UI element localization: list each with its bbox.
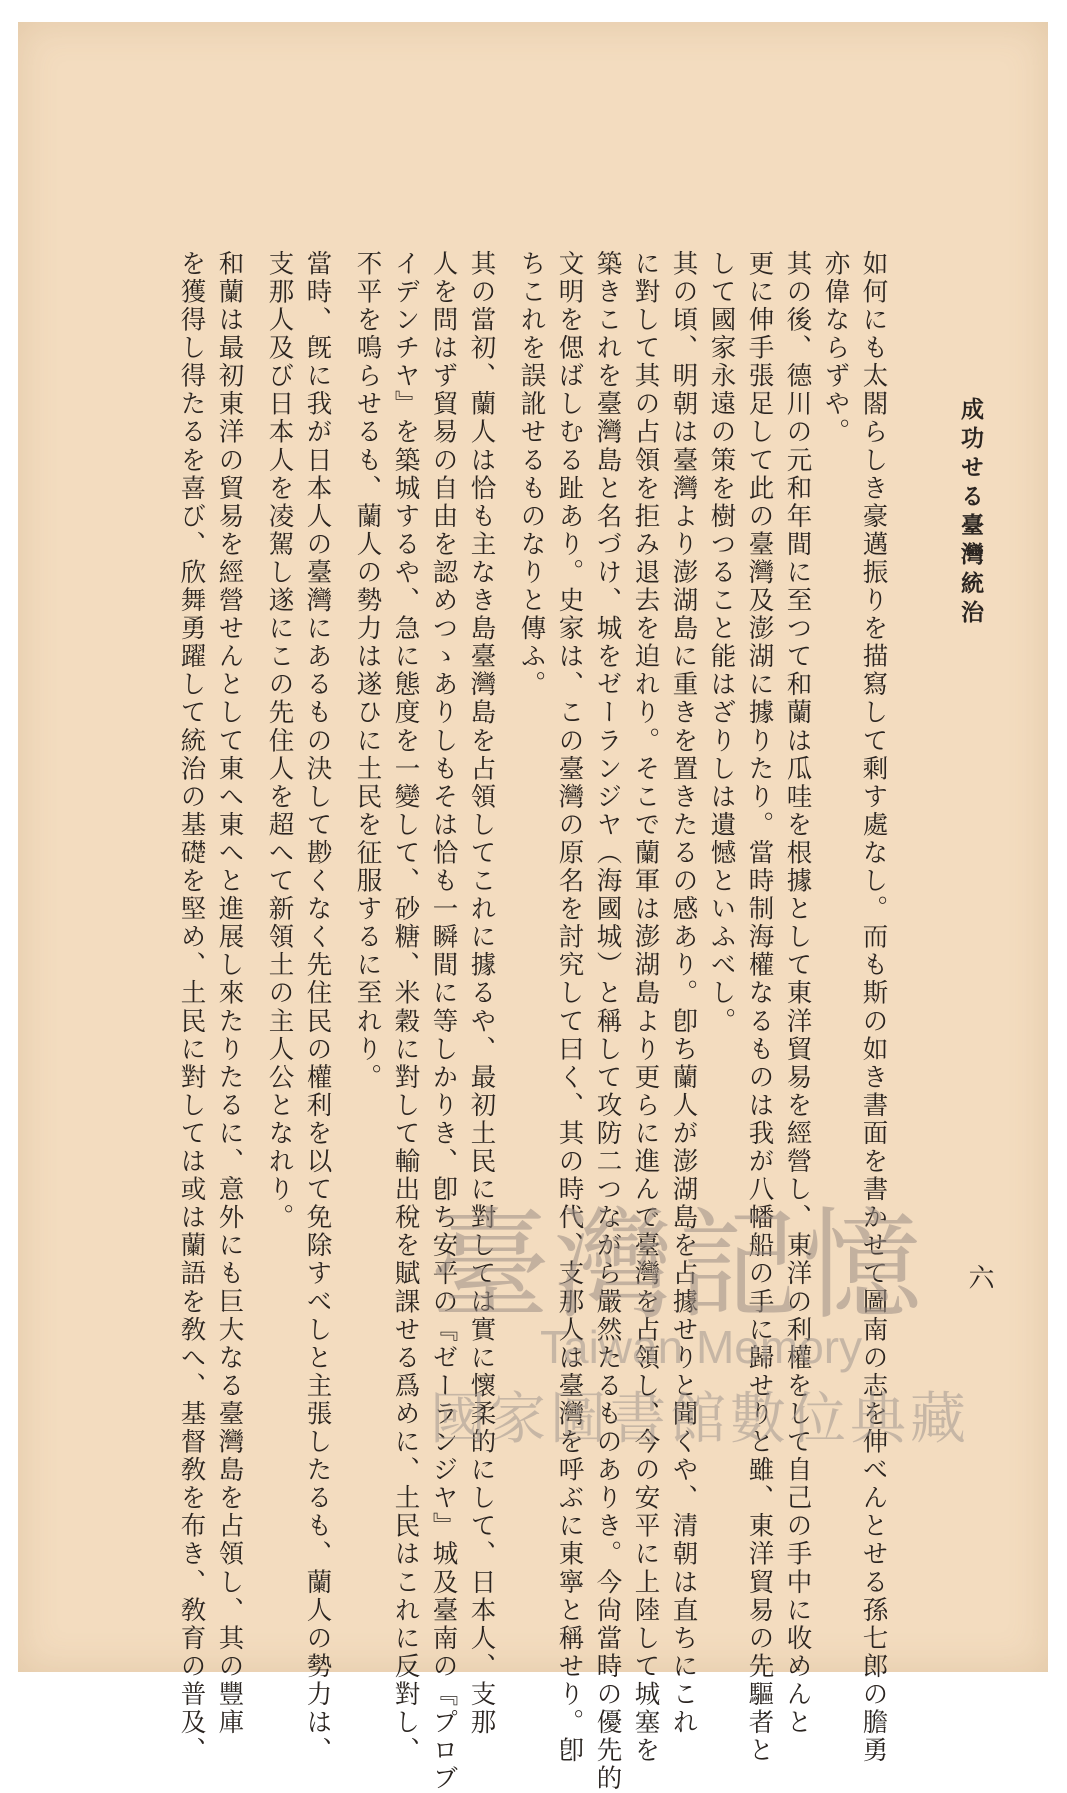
text-column: して國家永遠の策を樹つること能はざりしは遺憾といふべし。: [706, 250, 737, 1036]
text-column: 亦偉ならずや。: [820, 250, 851, 447]
watermark-chinese: 國家圖書館數位典藏: [430, 1387, 970, 1450]
text-column: 人を問はず貿易の自由を認めつゝありしもそは恰も一瞬間に等しかりき、卽ち安平の『ゼーランジヤ』城及臺南の『プロブ: [428, 250, 459, 1793]
text-column: 文明を偲ばしむる趾あり。史家は、この臺灣の原名を討究して曰く、其の時代、支那人は臺灣を呼ぶに東寧と稱せり。卽: [554, 250, 585, 1765]
text-column: ちこれを誤訛せるものなりと傳ふ。: [516, 250, 547, 699]
text-column: を獲得し得たるを喜び、欣舞勇躍して統治の基礎を堅め、土民に對しては或は蘭語を敎へ、基督敎を布き、敎育の普及、: [176, 250, 207, 1765]
text-column: イデンチヤ』を築城するや、急に態度を一變して、砂糖、米穀に對して輸出稅を賦課せる爲めに、土民はこれに反對し、: [390, 250, 421, 1765]
text-column: 如何にも太閤らしき豪邁振りを描寫して剩す處なし。而も斯の如き書面を書かせて圖南の志を伸べんとせる孫七郎の膽勇: [858, 250, 889, 1765]
text-column: 和蘭は最初東洋の貿易を經營せんとして東へ東へと進展し來たりたるに、意外にも巨大なる臺灣島を占領し、其の豐庫: [214, 250, 245, 1737]
text-column: 當時、旣に我が日本人の臺灣にあるもの決して尠くなく先住民の權利を以て免除すべしと主張したるも、蘭人の勢力は、: [302, 250, 333, 1765]
text-column: に對して其の占領を拒み退去を迫れり。そこで蘭軍は澎湖島より更らに進んで臺灣を占領し、今の安平に上陸して城塞を: [630, 250, 661, 1765]
text-column: 不平を鳴らせるも、蘭人の勢力は遂ひに土民を征服するに至れり。: [352, 250, 383, 1092]
book-page: [18, 22, 1048, 1793]
watermark-calligraphy: 臺灣記憶: [430, 1197, 926, 1336]
text-column: 其の當初、蘭人は恰も主なき島臺灣島を占領してこれに據るや、最初土民に對しては實に懷柔的にして、日本人、支那: [466, 250, 497, 1737]
running-head: 成功せる臺灣統治: [957, 397, 984, 629]
page-number: 六: [964, 1264, 994, 1290]
text-column: 其の後、德川の元和年間に至つて和蘭は瓜哇を根據として東洋貿易を經營し、東洋の利權をして自己の手中に收めんと: [782, 250, 813, 1737]
text-column: 支那人及び日本人を凌駕し遂にこの先住人を超へて新領土の主人公となれり。: [264, 250, 295, 1232]
text-column: 築きこれを臺灣島と名づけ、城をゼーランジヤ（海國城）と稱して攻防二つながら嚴然たるものありき。今尙當時の優先的: [592, 250, 623, 1793]
watermark-english: Taiwan Memory: [540, 1321, 863, 1373]
text-column: 其の頃、明朝は臺灣より澎湖島に重きを置きたるの感あり。卽ち蘭人が澎湖島を占據せりと聞くや、清朝は直ちにこれ: [668, 250, 699, 1737]
text-column: 更に伸手張足して此の臺灣及澎湖に據りたり。當時制海權なるものは我が八幡船の手に歸せりと雖、東洋貿易の先驅者と: [744, 250, 775, 1765]
